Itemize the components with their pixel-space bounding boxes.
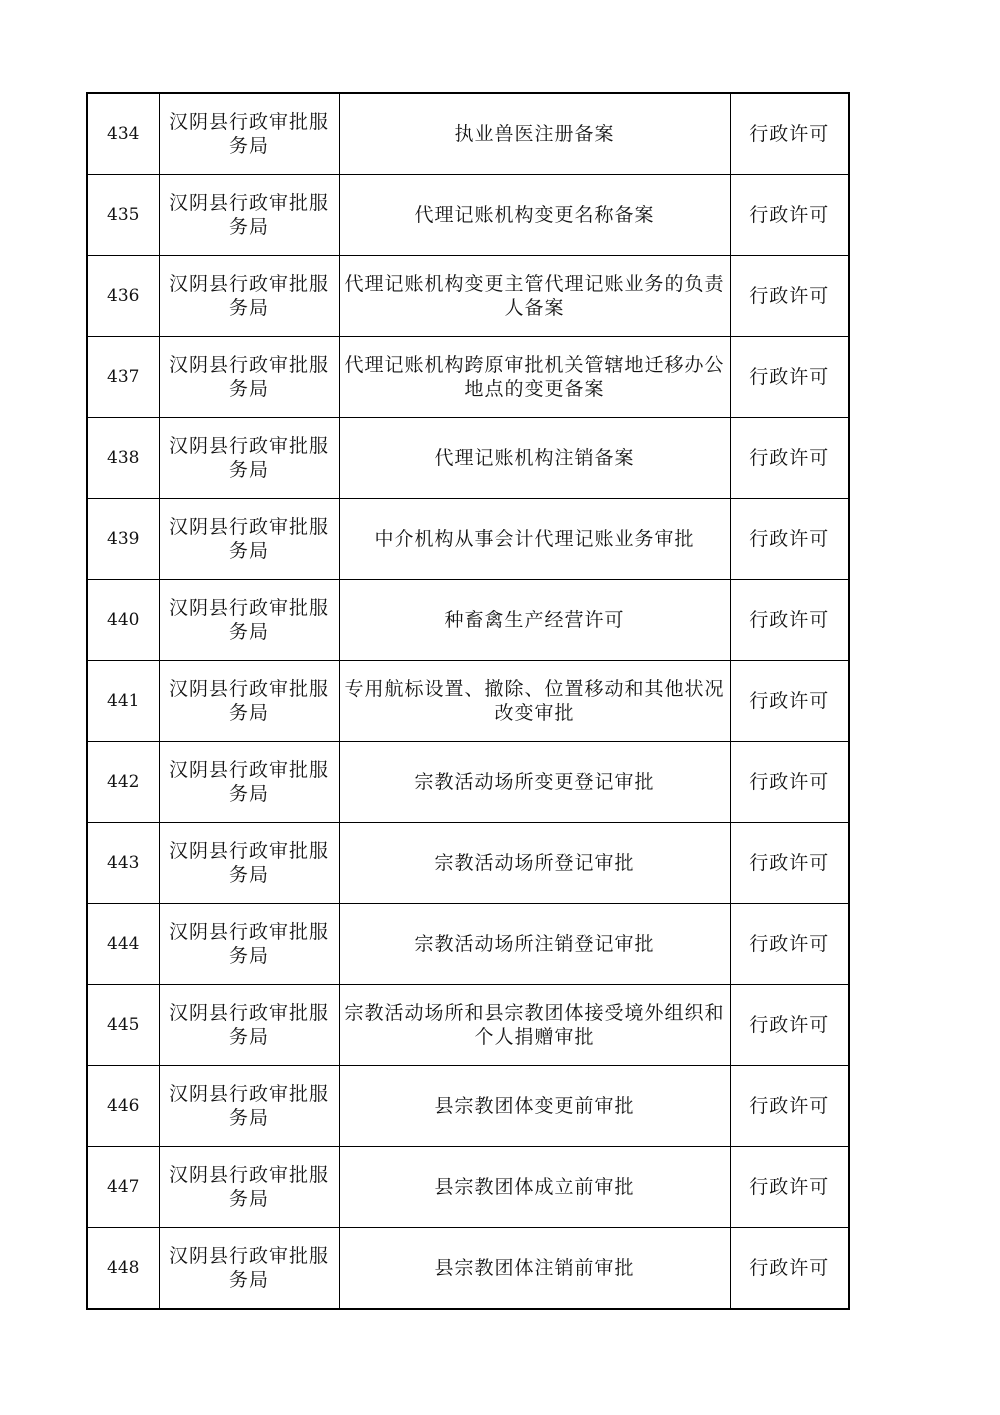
table-row (87, 661, 849, 742)
item-type: 行政许可 (730, 175, 849, 256)
table-row (87, 985, 849, 1066)
table-row (87, 1228, 849, 1310)
department: 汉阴县行政审批服务局 (159, 175, 339, 256)
item-name: 宗教活动场所注销登记审批 (339, 904, 730, 985)
department: 汉阴县行政审批服务局 (159, 661, 339, 742)
item-type: 行政许可 (730, 985, 849, 1066)
department: 汉阴县行政审批服务局 (159, 418, 339, 499)
department: 汉阴县行政审批服务局 (159, 823, 339, 904)
item-name: 县宗教团体注销前审批 (339, 1228, 730, 1310)
department: 汉阴县行政审批服务局 (159, 1066, 339, 1147)
row-number: 441 (87, 661, 159, 742)
table-row (87, 742, 849, 823)
item-type: 行政许可 (730, 742, 849, 823)
item-name: 专用航标设置、撤除、位置移动和其他状况改变审批 (339, 661, 730, 742)
item-type: 行政许可 (730, 580, 849, 661)
department: 汉阴县行政审批服务局 (159, 256, 339, 337)
item-name: 县宗教团体变更前审批 (339, 1066, 730, 1147)
department: 汉阴县行政审批服务局 (159, 742, 339, 823)
row-number: 436 (87, 256, 159, 337)
item-type: 行政许可 (730, 904, 849, 985)
item-type: 行政许可 (730, 661, 849, 742)
row-number: 439 (87, 499, 159, 580)
row-number: 437 (87, 337, 159, 418)
row-number: 438 (87, 418, 159, 499)
row-number: 440 (87, 580, 159, 661)
item-type: 行政许可 (730, 93, 849, 175)
row-number: 444 (87, 904, 159, 985)
table-row (87, 580, 849, 661)
row-number: 435 (87, 175, 159, 256)
table-row (87, 823, 849, 904)
table-body (87, 93, 849, 1309)
row-number: 447 (87, 1147, 159, 1228)
row-number: 443 (87, 823, 159, 904)
item-name: 宗教活动场所和县宗教团体接受境外组织和个人捐赠审批 (339, 985, 730, 1066)
item-name: 种畜禽生产经营许可 (339, 580, 730, 661)
item-type: 行政许可 (730, 499, 849, 580)
item-type: 行政许可 (730, 337, 849, 418)
item-name: 宗教活动场所登记审批 (339, 823, 730, 904)
item-type: 行政许可 (730, 1228, 849, 1310)
department: 汉阴县行政审批服务局 (159, 1228, 339, 1310)
item-name: 代理记账机构跨原审批机关管辖地迁移办公地点的变更备案 (339, 337, 730, 418)
item-name: 代理记账机构变更名称备案 (339, 175, 730, 256)
item-name: 县宗教团体成立前审批 (339, 1147, 730, 1228)
item-name: 宗教活动场所变更登记审批 (339, 742, 730, 823)
item-name: 代理记账机构注销备案 (339, 418, 730, 499)
department: 汉阴县行政审批服务局 (159, 499, 339, 580)
row-number: 442 (87, 742, 159, 823)
item-type: 行政许可 (730, 823, 849, 904)
table-row (87, 93, 849, 175)
department: 汉阴县行政审批服务局 (159, 1147, 339, 1228)
row-number: 446 (87, 1066, 159, 1147)
table-row (87, 904, 849, 985)
table-row (87, 418, 849, 499)
row-number: 448 (87, 1228, 159, 1310)
table-row (87, 1066, 849, 1147)
department: 汉阴县行政审批服务局 (159, 985, 339, 1066)
item-name: 代理记账机构变更主管代理记账业务的负责人备案 (339, 256, 730, 337)
table-row (87, 175, 849, 256)
item-name: 执业兽医注册备案 (339, 93, 730, 175)
department: 汉阴县行政审批服务局 (159, 337, 339, 418)
department: 汉阴县行政审批服务局 (159, 580, 339, 661)
table-row (87, 256, 849, 337)
items-table (86, 92, 850, 1310)
table-row (87, 337, 849, 418)
row-number: 434 (87, 93, 159, 175)
table-row (87, 499, 849, 580)
department: 汉阴县行政审批服务局 (159, 93, 339, 175)
item-name: 中介机构从事会计代理记账业务审批 (339, 499, 730, 580)
item-type: 行政许可 (730, 418, 849, 499)
table-row (87, 1147, 849, 1228)
item-type: 行政许可 (730, 256, 849, 337)
row-number: 445 (87, 985, 159, 1066)
item-type: 行政许可 (730, 1147, 849, 1228)
item-type: 行政许可 (730, 1066, 849, 1147)
department: 汉阴县行政审批服务局 (159, 904, 339, 985)
